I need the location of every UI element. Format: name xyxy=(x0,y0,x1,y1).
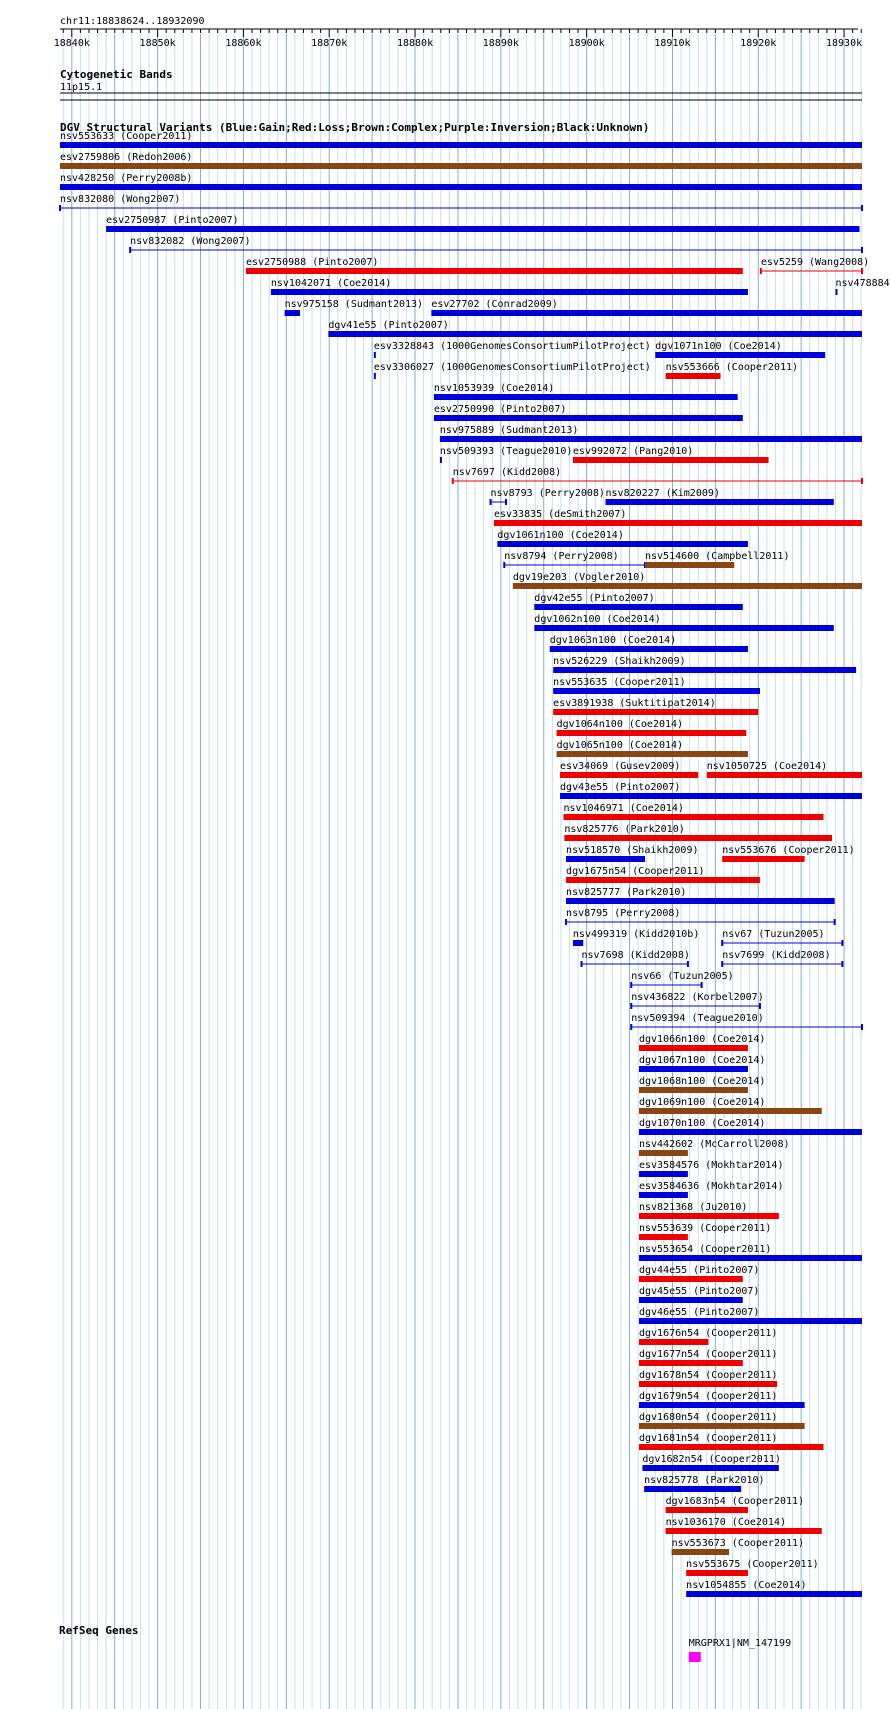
sv-feature[interactable] xyxy=(761,257,869,274)
sv-feature-bar[interactable] xyxy=(639,1213,779,1219)
sv-feature-label: dgv1071n100 (Coe2014) xyxy=(655,341,782,352)
sv-feature[interactable] xyxy=(639,1286,759,1303)
sv-feature[interactable] xyxy=(285,299,423,316)
sv-feature-label: nsv1053939 (Coe2014) xyxy=(433,383,555,394)
sv-feature-bar[interactable] xyxy=(285,310,300,316)
sv-feature[interactable] xyxy=(644,1475,764,1492)
sv-feature-bar[interactable] xyxy=(639,1339,709,1345)
sv-feature[interactable] xyxy=(639,1076,765,1093)
sv-feature[interactable] xyxy=(639,1118,862,1135)
ruler-tick-label: 18870k xyxy=(311,38,348,49)
sv-feature[interactable] xyxy=(606,488,834,505)
sv-feature-label: nsv975158 (Sudmant2013) xyxy=(284,299,424,310)
sv-feature-bar[interactable] xyxy=(431,310,862,316)
sv-feature-bar[interactable] xyxy=(564,835,832,841)
sv-feature[interactable] xyxy=(722,845,854,862)
sv-feature[interactable] xyxy=(639,1265,759,1282)
sv-feature-label: nsv478884 xyxy=(835,278,890,289)
sv-feature-label: dgv1677n54 (Cooper2011) xyxy=(638,1349,778,1360)
sv-feature[interactable] xyxy=(550,635,748,652)
sv-feature-label: nsv553635 (Cooper2011) xyxy=(553,677,686,688)
sv-feature[interactable] xyxy=(639,1328,777,1345)
sv-feature-label: nsv436822 (Korbel2007) xyxy=(631,992,764,1003)
sv-feature-label: dgv1676n54 (Cooper2011) xyxy=(638,1328,778,1339)
sv-feature[interactable] xyxy=(553,656,856,673)
sv-feature-label: nsv553676 (Cooper2011) xyxy=(722,845,855,856)
sv-feature[interactable] xyxy=(666,1496,804,1513)
sv-feature-label: nsv832080 (Wong2007) xyxy=(60,194,181,205)
ruler-tick-label: 18930k xyxy=(826,38,863,49)
sv-feature-bar[interactable] xyxy=(686,1591,862,1597)
coordinate-range-label: chr11:18838624..18932090 xyxy=(60,16,205,27)
sv-feature-label: nsv518570 (Shaikh2009) xyxy=(566,845,699,856)
cytoband-track xyxy=(60,68,862,100)
sv-feature[interactable] xyxy=(722,929,842,946)
sv-feature-bar[interactable] xyxy=(60,184,862,190)
sv-feature-label: esv2750990 (Pinto2007) xyxy=(433,404,567,415)
sv-feature[interactable] xyxy=(639,1307,862,1324)
sv-feature[interactable] xyxy=(645,551,790,568)
sv-feature-bar[interactable] xyxy=(639,1360,743,1366)
ruler-tick-label: 18860k xyxy=(225,38,262,49)
sv-feature-bar[interactable] xyxy=(563,814,823,820)
sv-feature-label: esv5259 (Wang2008) xyxy=(760,257,870,268)
sv-feature-label: dgv1061n100 (Coe2014) xyxy=(497,530,624,541)
sv-feature-bar[interactable] xyxy=(639,1087,748,1093)
sv-feature-label: dgv1682n54 (Cooper2011) xyxy=(642,1454,781,1465)
sv-feature-label: dgv45e55 (Pinto2007) xyxy=(638,1286,760,1297)
ruler-tick-label: 18840k xyxy=(53,38,90,49)
sv-feature-label: nsv499319 (Kidd2010b) xyxy=(572,929,700,940)
sv-feature-label: nsv553666 (Cooper2011) xyxy=(665,362,799,373)
sv-feature-bar[interactable] xyxy=(374,352,376,358)
sv-feature[interactable] xyxy=(434,383,738,400)
sv-feature-bar[interactable] xyxy=(440,457,442,463)
ruler-tick-label: 18850k xyxy=(139,38,176,49)
sv-feature-bar[interactable] xyxy=(639,1234,688,1240)
sv-feature-bar[interactable] xyxy=(639,1129,862,1135)
sv-feature[interactable] xyxy=(639,1433,823,1450)
sv-feature[interactable] xyxy=(566,908,835,925)
ruler-tick-label: 18910k xyxy=(654,38,691,49)
sv-feature-bar[interactable] xyxy=(573,940,583,946)
sv-feature-bar[interactable] xyxy=(566,856,645,862)
refseq-gene-label: MRGPRX1|NM_147199 xyxy=(688,1638,792,1649)
sv-feature[interactable] xyxy=(639,1055,765,1072)
sv-feature[interactable] xyxy=(631,971,733,988)
sv-feature-bar[interactable] xyxy=(639,1318,862,1324)
sv-feature-bar[interactable] xyxy=(557,751,748,757)
sv-feature-bar[interactable] xyxy=(328,331,862,337)
sv-feature-label: esv2759806 (Redon2006) xyxy=(60,152,193,163)
sv-feature-label: nsv428250 (Perry2008b) xyxy=(60,173,193,184)
sv-feature[interactable] xyxy=(560,782,862,799)
sv-feature-bar[interactable] xyxy=(655,352,825,358)
sv-feature[interactable] xyxy=(440,425,862,442)
sv-feature-label: nsv553639 (Cooper2011) xyxy=(638,1223,772,1234)
sv-feature[interactable] xyxy=(497,530,748,547)
sv-feature-bar[interactable] xyxy=(835,289,837,295)
sv-feature-label: esv3306027 (1000GenomesConsortiumPilotProject) xyxy=(373,362,651,373)
sv-feature[interactable] xyxy=(639,1097,822,1114)
sv-feature-label: dgv41e55 (Pinto2007) xyxy=(328,320,449,331)
sv-feature-bar[interactable] xyxy=(106,226,859,232)
sv-feature-label: dgv1066n100 (Coe2014) xyxy=(638,1034,766,1045)
sv-feature-bar[interactable] xyxy=(246,268,743,274)
sv-feature-bar[interactable] xyxy=(666,1507,748,1513)
sv-feature-bar[interactable] xyxy=(560,793,862,799)
sv-feature-bar[interactable] xyxy=(722,856,804,862)
sv-feature[interactable] xyxy=(60,152,862,169)
sv-feature-label: nsv67 (Tuzun2005) xyxy=(722,929,825,940)
sv-feature[interactable] xyxy=(534,614,833,631)
sv-feature-label: nsv526229 (Shaikh2009) xyxy=(553,656,686,667)
sv-feature-label: esv3584636 (Mokhtar2014) xyxy=(638,1181,784,1192)
sv-feature-bar[interactable] xyxy=(434,415,743,421)
sv-feature[interactable] xyxy=(642,1454,780,1471)
sv-feature-label: nsv514600 (Campbell2011) xyxy=(644,551,790,562)
sv-feature[interactable] xyxy=(453,467,862,484)
sv-feature-label: dgv19e203 (Vogler2010) xyxy=(512,572,646,583)
sv-feature-bar[interactable] xyxy=(639,1276,743,1282)
ruler-tick-label: 18900k xyxy=(568,38,605,49)
sv-feature[interactable] xyxy=(434,404,743,421)
sv-feature-label: dgv1069n100 (Coe2014) xyxy=(638,1097,766,1108)
sv-feature-label: nsv820227 (Kim2009) xyxy=(605,488,720,499)
sv-feature-bar[interactable] xyxy=(497,541,748,547)
sv-feature-label: nsv509393 (Teague2010) xyxy=(439,446,573,457)
sv-feature[interactable] xyxy=(60,173,862,190)
sv-feature-label: dgv1065n100 (Coe2014) xyxy=(556,740,684,751)
refseq-gene-block[interactable] xyxy=(689,1652,701,1662)
sv-feature[interactable] xyxy=(557,719,747,736)
sv-feature-bar[interactable] xyxy=(440,436,862,442)
sv-feature[interactable] xyxy=(560,761,698,778)
cytoband-track-title: Cytogenetic Bands xyxy=(60,68,173,81)
sv-feature-bar[interactable] xyxy=(60,142,862,148)
sv-feature-bar[interactable] xyxy=(645,562,734,568)
sv-feature[interactable] xyxy=(686,1559,818,1576)
sv-feature-label: dgv1064n100 (Coe2014) xyxy=(556,719,684,730)
refseq-track-title: RefSeq Genes xyxy=(59,1624,139,1637)
ruler-tick-label: 18890k xyxy=(482,38,519,49)
sv-feature-bar[interactable] xyxy=(686,1570,748,1576)
sv-feature-label: nsv1054855 (Coe2014) xyxy=(686,1580,807,1591)
sv-feature-label: dgv1063n100 (Coe2014) xyxy=(549,635,677,646)
sv-feature-label: dgv1681n54 (Cooper2011) xyxy=(638,1433,778,1444)
sv-feature-label: dgv43e55 (Pinto2007) xyxy=(560,782,681,793)
sv-feature-bar[interactable] xyxy=(434,394,738,400)
sv-feature[interactable] xyxy=(655,341,825,358)
sv-feature-label: dgv42e55 (Pinto2007) xyxy=(534,593,655,604)
sv-feature-bar[interactable] xyxy=(566,877,760,883)
sv-feature-bar[interactable] xyxy=(534,604,743,610)
sv-feature[interactable] xyxy=(130,236,862,253)
sv-feature[interactable] xyxy=(639,1181,784,1198)
sv-feature-bar[interactable] xyxy=(639,1381,777,1387)
sv-feature-label: nsv8793 (Perry2008) xyxy=(490,488,605,499)
sv-feature[interactable] xyxy=(639,1244,862,1261)
sv-feature-bar[interactable] xyxy=(553,688,760,694)
sv-feature-label: nsv825777 (Park2010) xyxy=(566,887,687,898)
sv-feature-label: esv34069 (Gusev2009) xyxy=(560,761,681,772)
sv-feature[interactable] xyxy=(566,887,835,904)
sv-feature-bar[interactable] xyxy=(553,667,856,673)
sv-feature[interactable] xyxy=(707,761,862,778)
sv-feature-label: nsv825776 (Park2010) xyxy=(564,824,685,835)
sv-feature-bar[interactable] xyxy=(550,646,748,652)
sv-feature-label: nsv821368 (Ju2010) xyxy=(638,1202,748,1213)
sv-feature[interactable] xyxy=(666,1517,822,1534)
sv-feature[interactable] xyxy=(722,950,842,967)
sv-feature[interactable] xyxy=(573,929,699,946)
sv-feature[interactable] xyxy=(573,446,769,463)
dgv-track-title: DGV Structural Variants (Blue:Gain;Red:Loss;Brown:Complex;Purple:Inversion;Black:Unknown) xyxy=(60,121,650,134)
sv-feature-label: nsv7698 (Kidd2008) xyxy=(581,950,690,961)
sv-feature-label: nsv825778 (Park2010) xyxy=(644,1475,765,1486)
sv-feature-label: nsv7699 (Kidd2008) xyxy=(722,950,831,961)
sv-feature-bar[interactable] xyxy=(639,1171,688,1177)
sv-feature-label: dgv1678n54 (Cooper2011) xyxy=(638,1370,778,1381)
sv-feature-label: nsv1036170 (Coe2014) xyxy=(665,1517,787,1528)
sv-feature-bar[interactable] xyxy=(672,1549,729,1555)
sv-feature-label: nsv8795 (Perry2008) xyxy=(566,908,681,919)
sv-feature-label: nsv509394 (Teague2010) xyxy=(631,1013,764,1024)
sv-feature-label: nsv553654 (Cooper2011) xyxy=(638,1244,772,1255)
sv-feature[interactable] xyxy=(494,509,862,526)
sv-feature-bar[interactable] xyxy=(639,1402,805,1408)
sv-feature-label: dgv1070n100 (Coe2014) xyxy=(638,1118,766,1129)
sv-feature-label: esv3891938 (Suktitipat2014) xyxy=(553,698,716,709)
ruler-tick-label: 18880k xyxy=(396,38,434,49)
sv-feature-label: dgv1680n54 (Cooper2011) xyxy=(638,1412,778,1423)
sv-feature-label: nsv832082 (Wong2007) xyxy=(130,236,251,247)
sv-feature-label: nsv66 (Tuzun2005) xyxy=(631,971,734,982)
sv-feature-bar[interactable] xyxy=(639,1423,805,1429)
sv-feature[interactable] xyxy=(581,950,689,967)
sv-feature[interactable] xyxy=(639,1370,777,1387)
sv-feature-label: nsv8794 (Perry2008) xyxy=(504,551,619,562)
sv-feature-label: nsv7697 (Kidd2008) xyxy=(452,467,562,478)
ruler-tick-label: 18920k xyxy=(740,38,777,49)
sv-feature-bar[interactable] xyxy=(639,1150,688,1156)
sv-feature-label: dgv1062n100 (Coe2014) xyxy=(534,614,661,625)
sv-feature-label: esv3328843 (1000GenomesConsortiumPilotProject) xyxy=(373,341,651,352)
sv-feature-label: dgv1683n54 (Cooper2011) xyxy=(665,1496,805,1507)
sv-feature[interactable] xyxy=(553,698,758,715)
sv-feature-label: dgv1067n100 (Coe2014) xyxy=(638,1055,766,1066)
sv-feature-label: nsv553673 (Cooper2011) xyxy=(671,1538,805,1549)
sv-feature-bar[interactable] xyxy=(639,1255,862,1261)
sv-feature-bar[interactable] xyxy=(494,520,862,526)
sv-feature-bar[interactable] xyxy=(639,1192,688,1198)
sv-feature[interactable] xyxy=(666,362,798,379)
sv-feature-label: nsv975889 (Sudmant2013) xyxy=(439,425,579,436)
sv-feature[interactable] xyxy=(60,194,862,211)
sv-feature[interactable] xyxy=(639,1412,805,1429)
sv-feature-label: nsv1050725 (Coe2014) xyxy=(706,761,828,772)
sv-feature-bar[interactable] xyxy=(642,1465,778,1471)
sv-feature-label: nsv1046971 (Coe2014) xyxy=(563,803,684,814)
sv-feature-bar[interactable] xyxy=(60,163,862,169)
sv-feature[interactable] xyxy=(631,992,763,1009)
sv-feature[interactable] xyxy=(566,845,698,862)
sv-feature[interactable] xyxy=(639,1223,771,1240)
sv-feature-bar[interactable] xyxy=(639,1444,823,1450)
sv-feature-label: esv3584576 (Mokhtar2014) xyxy=(638,1160,784,1171)
sv-feature-label: dgv1679n54 (Cooper2011) xyxy=(638,1391,778,1402)
sv-feature[interactable] xyxy=(557,740,748,757)
sv-feature[interactable] xyxy=(504,551,645,568)
sv-feature-bar[interactable] xyxy=(639,1297,743,1303)
sv-feature-bar[interactable] xyxy=(557,730,747,736)
sv-feature[interactable] xyxy=(534,593,743,610)
sv-feature-bar[interactable] xyxy=(566,898,835,904)
sv-feature-bar[interactable] xyxy=(573,457,769,463)
sv-feature-bar[interactable] xyxy=(374,373,376,379)
sv-feature-bar[interactable] xyxy=(271,289,748,295)
sv-feature-label: dgv44e55 (Pinto2007) xyxy=(638,1265,760,1276)
sv-feature-label: nsv442602 (McCarroll2008) xyxy=(638,1139,790,1150)
sv-feature[interactable] xyxy=(639,1349,777,1366)
sv-feature[interactable] xyxy=(639,1160,784,1177)
cytoband-label: 11p15.1 xyxy=(60,82,103,93)
sv-feature-bar[interactable] xyxy=(534,625,833,631)
sv-feature-bar[interactable] xyxy=(553,709,758,715)
sv-feature[interactable] xyxy=(106,215,859,232)
sv-feature[interactable] xyxy=(246,257,743,274)
sv-feature-label: esv33835 (deSmith2007) xyxy=(493,509,627,520)
sv-feature-bar[interactable] xyxy=(606,499,834,505)
sv-feature-label: dgv1675n54 (Cooper2011) xyxy=(566,866,705,877)
sv-feature-label: esv27702 (Conrad2009) xyxy=(431,299,558,310)
sv-feature-label: dgv1068n100 (Coe2014) xyxy=(638,1076,766,1087)
sv-feature[interactable] xyxy=(639,1391,805,1408)
sv-feature-bar[interactable] xyxy=(513,583,862,589)
sv-feature-bar[interactable] xyxy=(560,772,698,778)
sv-feature-bar[interactable] xyxy=(666,1528,822,1534)
sv-feature-label: nsv553675 (Cooper2011) xyxy=(686,1559,819,1570)
sv-feature[interactable] xyxy=(491,488,605,505)
sv-feature-bar[interactable] xyxy=(666,373,721,379)
sv-feature-label: nsv1042071 (Coe2014) xyxy=(270,278,392,289)
sv-feature-bar[interactable] xyxy=(644,1486,741,1492)
sv-feature-bar[interactable] xyxy=(639,1066,748,1072)
sv-feature-bar[interactable] xyxy=(639,1045,748,1051)
sv-feature-label: esv2750987 (Pinto2007) xyxy=(106,215,239,226)
sv-feature-label: esv992072 (Pang2010) xyxy=(572,446,694,457)
sv-feature-label: esv2750988 (Pinto2007) xyxy=(245,257,379,268)
sv-feature-label: dgv46e55 (Pinto2007) xyxy=(638,1307,760,1318)
sv-feature[interactable] xyxy=(639,1034,765,1051)
sv-feature[interactable] xyxy=(553,677,760,694)
sv-feature-bar[interactable] xyxy=(639,1108,822,1114)
sv-feature[interactable] xyxy=(566,866,760,883)
sv-feature-label: nsv553633 (Cooper2011) xyxy=(60,131,193,142)
sv-feature-bar[interactable] xyxy=(707,772,862,778)
